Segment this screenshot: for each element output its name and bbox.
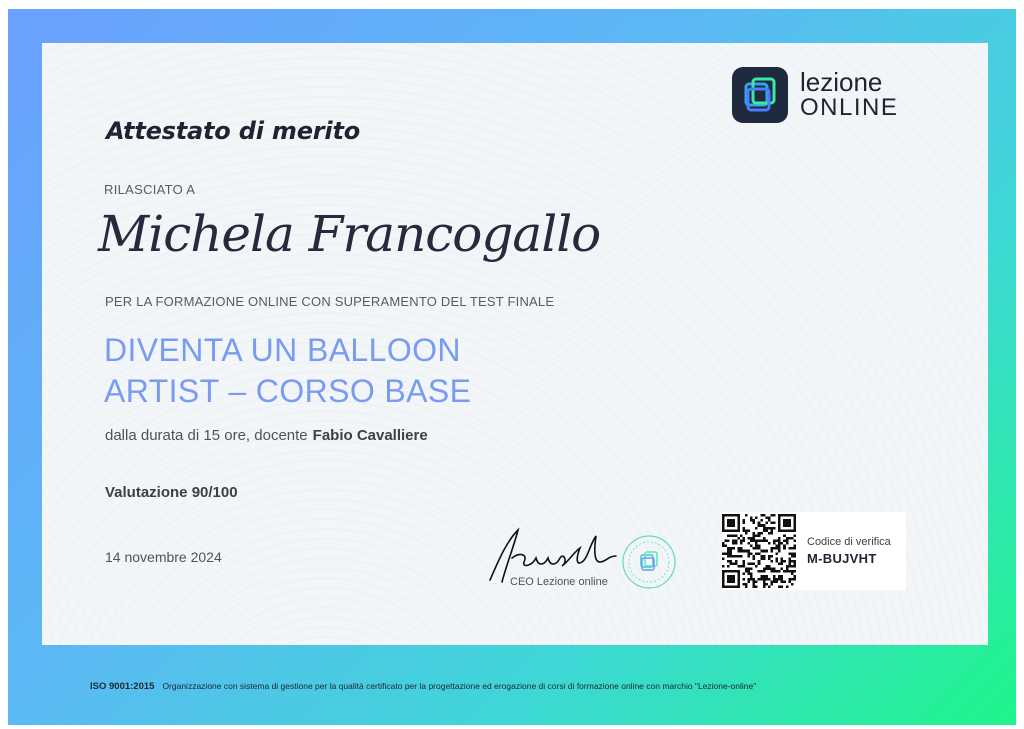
teacher-name: Fabio Cavalliere: [312, 427, 428, 444]
course-intro: PER LA FORMAZIONE ONLINE CON SUPERAMENTO DEL TEST FINALE: [105, 294, 555, 309]
issue-date: 14 novembre 2024: [105, 549, 222, 565]
iso-badge: ISO 9001:2015: [90, 681, 155, 692]
course-title: DIVENTA UN BALLOON ARTIST – CORSO BASE: [104, 332, 472, 409]
recipient-name: Michela Francogallo: [98, 205, 601, 263]
footer-note: [90, 681, 756, 692]
duration-text: dalla durata di 15 ore, docente: [105, 427, 308, 444]
score: Valutazione 90/100: [105, 484, 238, 501]
signer-role: CEO Lezione online: [510, 576, 608, 588]
brand-line2: ONLINE: [800, 94, 899, 121]
quality-seal-icon: [621, 534, 677, 590]
issued-label: RILASCIATO A: [104, 182, 196, 197]
verification-code: M-BUJVHT: [807, 551, 877, 566]
qr-code-icon[interactable]: [722, 514, 796, 588]
course-duration: [105, 427, 428, 444]
brand-wordmark: [800, 67, 899, 121]
brand-line1: lezione: [800, 67, 883, 97]
footer-text: Organizzazione con sistema di gestione per la qualità certificato per la progettazione ed erogazione di corsi di formazione online con marchio "Lezione-online": [162, 681, 757, 691]
verification-label: Codice di verifica: [807, 536, 891, 548]
certificate-title: Attestato di merito: [106, 117, 361, 145]
lezione-online-logo-icon: [732, 67, 788, 123]
